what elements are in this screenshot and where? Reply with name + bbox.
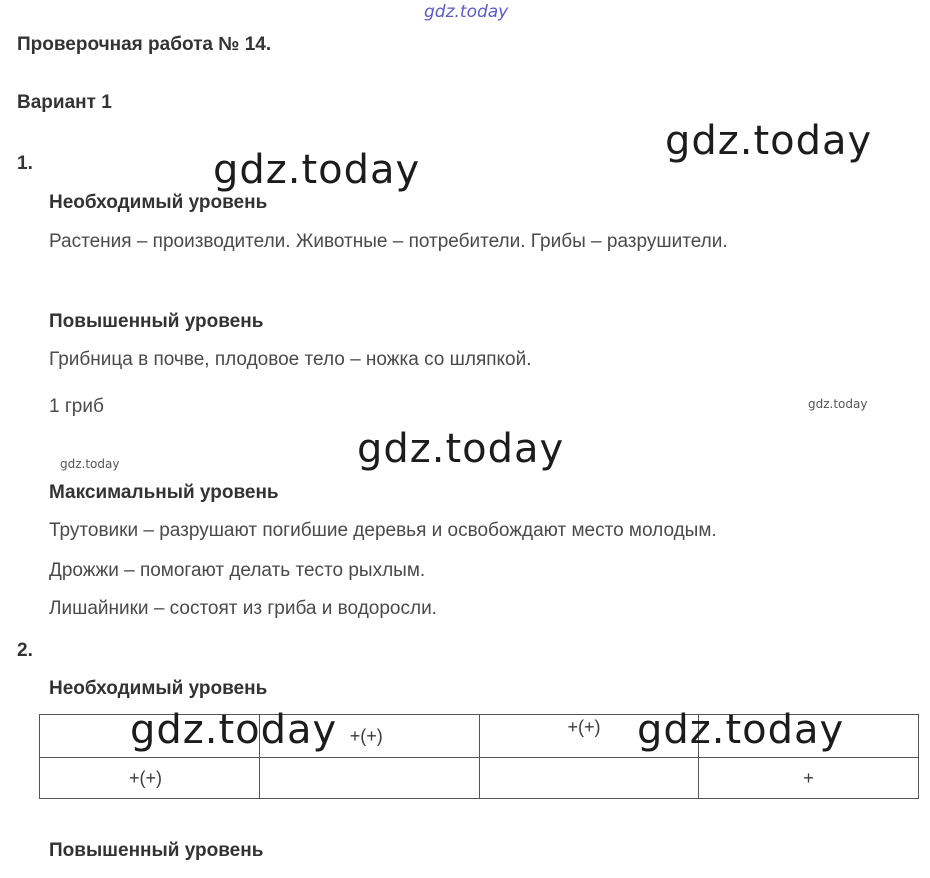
level-heading: Необходимый уровень: [49, 192, 268, 213]
watermark-large: gdz.today: [637, 707, 845, 753]
table-cell: [479, 758, 699, 799]
answer-text: Растения – производители. Животные – потребители. Грибы – разрушители.: [49, 231, 728, 252]
variant-label: Вариант 1: [17, 92, 112, 113]
answer-text: Грибница в почве, плодовое тело – ножка со шляпкой.: [49, 349, 532, 370]
watermark-large: gdz.today: [357, 426, 565, 472]
table-cell: +: [699, 758, 919, 799]
level-heading: Повышенный уровень: [49, 840, 264, 861]
level-heading: Повышенный уровень: [49, 311, 264, 332]
watermark-large: gdz.today: [665, 118, 873, 164]
task-number: 2.: [17, 640, 33, 661]
table-cell: +(+): [40, 758, 260, 799]
table-cell: +(+): [479, 715, 699, 758]
answer-line: Дрожжи – помогают делать тесто рыхлым.: [49, 560, 426, 581]
answer-count: 1 гриб: [49, 396, 104, 417]
level-heading: Максимальный уровень: [49, 482, 279, 503]
table-cell: +(+): [259, 715, 479, 758]
watermark-large: gdz.today: [213, 147, 421, 193]
table-row: [40, 758, 919, 799]
level-heading: Необходимый уровень: [49, 678, 268, 699]
watermark-small: gdz.today: [60, 457, 120, 471]
watermark-top: gdz.today: [424, 2, 509, 22]
watermark-large: gdz.today: [130, 707, 338, 753]
watermark-small: gdz.today: [808, 397, 868, 411]
answer-line: Лишайники – состоят из гриба и водоросли.: [49, 598, 437, 619]
task-number: 1.: [17, 153, 33, 174]
answer-line: Трутовики – разрушают погибшие деревья и освобождают место молодым.: [49, 520, 717, 541]
table-cell: [259, 758, 479, 799]
page-title: Проверочная работа № 14.: [17, 34, 272, 55]
